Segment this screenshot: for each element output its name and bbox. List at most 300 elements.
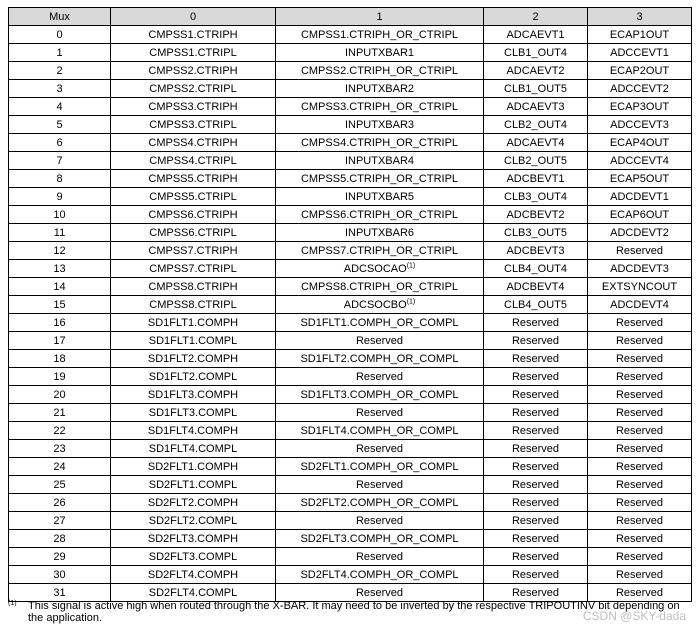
cell-text: Reserved (615, 442, 664, 455)
cell-text: Reserved (615, 370, 664, 383)
cell-text: SD1FLT1.COMPL (148, 334, 238, 347)
cell-text: Reserved (511, 478, 560, 491)
cell-col-1 (276, 314, 484, 332)
cell-col-3 (588, 242, 692, 260)
cell-col-2 (484, 422, 588, 440)
cell-col-1 (276, 224, 484, 242)
cell-mux (9, 98, 111, 116)
header-col-3: 3 (588, 8, 692, 26)
cell-col-3 (588, 494, 692, 512)
cell-text: INPUTXBAR4 (344, 154, 415, 167)
cell-text: Reserved (511, 424, 560, 437)
cell-col-2 (484, 440, 588, 458)
cell-mux (9, 350, 111, 368)
cell-col-1 (276, 512, 484, 530)
table-row (9, 314, 692, 332)
cell-col-3 (588, 170, 692, 188)
cell-text: CLB2_OUT4 (504, 118, 567, 131)
cell-text: SD2FLT2.COMPH (147, 496, 239, 509)
cell-text: ADCAEVT1 (506, 28, 565, 41)
cell-text: CMPSS5.CTRIPH (148, 172, 238, 185)
cell-col-3 (588, 530, 692, 548)
cell-text: 21 (53, 406, 66, 419)
cell-col-3 (588, 386, 692, 404)
cell-text: ADCSOCBO (343, 298, 407, 311)
table-row (9, 260, 692, 278)
table-row (9, 206, 692, 224)
table-row (9, 368, 692, 386)
cell-text: CLB3_OUT4 (504, 190, 567, 203)
cell-col-0 (111, 458, 276, 476)
cell-text: SD1FLT2.COMPH (147, 352, 239, 365)
cell-col-2 (484, 80, 588, 98)
cell-mux (9, 188, 111, 206)
table-row (9, 422, 692, 440)
cell-text: 26 (53, 496, 66, 509)
cell-text: ADCDEVT2 (610, 226, 669, 239)
cell-text: CMPSS3.CTRIPH (148, 100, 238, 113)
cell-text: CMPSS5.CTRIPH_OR_CTRIPL (300, 172, 459, 185)
cell-text: ECAP6OUT (609, 208, 670, 221)
cell-col-3 (588, 332, 692, 350)
cell-text: Reserved (615, 514, 664, 527)
cell-text: CMPSS7.CTRIPL (149, 262, 237, 275)
cell-text: INPUTXBAR1 (344, 46, 415, 59)
cell-mux (9, 422, 111, 440)
cell-text: EXTSYNCOUT (601, 280, 678, 293)
cell-col-2 (484, 26, 588, 44)
cell-text: Reserved (511, 550, 560, 563)
cell-text: Reserved (615, 460, 664, 473)
cell-text: SD2FLT3.COMPH (147, 532, 239, 545)
cell-mux (9, 62, 111, 80)
cell-text: INPUTXBAR2 (344, 82, 415, 95)
cell-col-3 (588, 278, 692, 296)
cell-col-0 (111, 332, 276, 350)
cell-text: ECAP1OUT (609, 28, 670, 41)
cell-col-2 (484, 404, 588, 422)
cell-col-0 (111, 80, 276, 98)
cell-text: Reserved (615, 496, 664, 509)
cell-col-0 (111, 566, 276, 584)
cell-mux (9, 368, 111, 386)
table-row (9, 350, 692, 368)
cell-text: Reserved (511, 532, 560, 545)
cell-col-1 (276, 422, 484, 440)
cell-col-3 (588, 584, 692, 602)
cell-text: CMPSS1.CTRIPL (149, 46, 237, 59)
cell-text: Reserved (511, 352, 560, 365)
cell-text: 14 (53, 280, 66, 293)
table-row (9, 224, 692, 242)
cell-col-1 (276, 188, 484, 206)
cell-col-0 (111, 314, 276, 332)
cell-text: 22 (53, 424, 66, 437)
cell-text: Reserved (511, 370, 560, 383)
cell-col-0 (111, 584, 276, 602)
cell-col-1 (276, 368, 484, 386)
cell-text: ADCCEVT2 (610, 82, 669, 95)
cell-col-2 (484, 242, 588, 260)
watermark: CSDN @SKY-dada (582, 609, 686, 623)
cell-col-0 (111, 242, 276, 260)
cell-col-2 (484, 350, 588, 368)
cell-col-0 (111, 224, 276, 242)
cell-col-0 (111, 530, 276, 548)
cell-text: 28 (53, 532, 66, 545)
cell-text: CMPSS3.CTRIPL (149, 118, 237, 131)
cell-col-1 (276, 584, 484, 602)
cell-text: 23 (53, 442, 66, 455)
footnote-ref: (1) (406, 297, 416, 305)
cell-col-2 (484, 332, 588, 350)
cell-col-3 (588, 116, 692, 134)
cell-text: CMPSS4.CTRIPH (148, 136, 238, 149)
cell-col-2 (484, 548, 588, 566)
cell-text: 16 (53, 316, 66, 329)
cell-col-0 (111, 26, 276, 44)
cell-col-1 (276, 44, 484, 62)
cell-text: ADCBEVT3 (506, 244, 565, 257)
cell-col-1 (276, 332, 484, 350)
table-row (9, 332, 692, 350)
cell-text: Reserved (355, 334, 404, 347)
cell-col-2 (484, 170, 588, 188)
cell-text: Reserved (615, 388, 664, 401)
cell-mux (9, 152, 111, 170)
cell-text: 0 (56, 28, 63, 41)
cell-text: Reserved (355, 370, 404, 383)
cell-col-1 (276, 350, 484, 368)
cell-col-1 (276, 404, 484, 422)
cell-text: Reserved (615, 532, 664, 545)
cell-text: SD2FLT1.COMPL (148, 478, 238, 491)
cell-col-1 (276, 62, 484, 80)
cell-mux (9, 170, 111, 188)
cell-text: ADCAEVT4 (506, 136, 565, 149)
cell-text: 25 (53, 478, 66, 491)
cell-text: SD2FLT2.COMPL (148, 514, 238, 527)
table-header-row (9, 8, 692, 26)
cell-text: Reserved (511, 460, 560, 473)
cell-text: CLB3_OUT5 (504, 226, 567, 239)
cell-text: Reserved (355, 406, 404, 419)
cell-text: CMPSS6.CTRIPH (148, 208, 238, 221)
table-row (9, 512, 692, 530)
cell-col-2 (484, 62, 588, 80)
cell-text: SD2FLT3.COMPL (148, 550, 238, 563)
cell-text: 15 (53, 298, 66, 311)
cell-text: ADCDEVT1 (610, 190, 669, 203)
cell-col-2 (484, 260, 588, 278)
cell-text: ADCDEVT4 (610, 298, 669, 311)
cell-col-1 (276, 134, 484, 152)
header-col-2: 2 (484, 8, 588, 26)
cell-col-3 (588, 80, 692, 98)
cell-col-0 (111, 62, 276, 80)
cell-text: CMPSS7.CTRIPH_OR_CTRIPL (300, 244, 459, 257)
cell-col-2 (484, 224, 588, 242)
cell-col-3 (588, 404, 692, 422)
cell-text: Reserved (511, 442, 560, 455)
cell-text: Reserved (511, 496, 560, 509)
cell-col-0 (111, 116, 276, 134)
cell-text: ADCBEVT4 (506, 280, 565, 293)
table-row (9, 476, 692, 494)
cell-text: CMPSS3.CTRIPH_OR_CTRIPL (300, 100, 459, 113)
cell-col-2 (484, 476, 588, 494)
cell-text: INPUTXBAR5 (344, 190, 415, 203)
table-row (9, 98, 692, 116)
cell-text: 11 (53, 226, 66, 239)
cell-col-0 (111, 206, 276, 224)
cell-col-1 (276, 260, 484, 278)
footnote-text: This signal is active high when routed through the X-BAR. It may need to be inverted by the respective TRIPOUTINV bit depending on the application. (28, 600, 680, 624)
cell-text: Reserved (511, 388, 560, 401)
cell-col-0 (111, 278, 276, 296)
cell-text: SD1FLT2.COMPH_OR_COMPL (300, 352, 459, 365)
cell-text: 5 (56, 118, 63, 131)
table-row (9, 134, 692, 152)
mux-table (8, 7, 692, 602)
cell-col-3 (588, 512, 692, 530)
cell-col-0 (111, 170, 276, 188)
cell-text: ECAP2OUT (609, 64, 670, 77)
cell-mux (9, 278, 111, 296)
cell-col-0 (111, 404, 276, 422)
cell-col-0 (111, 98, 276, 116)
cell-col-3 (588, 314, 692, 332)
cell-col-2 (484, 152, 588, 170)
table-row (9, 44, 692, 62)
cell-mux (9, 332, 111, 350)
cell-text: INPUTXBAR3 (344, 118, 415, 131)
cell-col-3 (588, 134, 692, 152)
cell-text: CMPSS4.CTRIPL (149, 154, 237, 167)
cell-col-3 (588, 350, 692, 368)
cell-col-1 (276, 152, 484, 170)
cell-text: CMPSS5.CTRIPL (149, 190, 237, 203)
cell-text: ADCAEVT3 (506, 100, 565, 113)
cell-mux (9, 458, 111, 476)
cell-col-1 (276, 458, 484, 476)
cell-col-2 (484, 458, 588, 476)
table-row (9, 26, 692, 44)
cell-text: SD2FLT2.COMPH_OR_COMPL (300, 496, 459, 509)
cell-col-2 (484, 278, 588, 296)
cell-mux (9, 314, 111, 332)
cell-text: Reserved (355, 514, 404, 527)
cell-mux (9, 440, 111, 458)
table-row (9, 116, 692, 134)
cell-col-3 (588, 98, 692, 116)
table-row (9, 278, 692, 296)
cell-col-3 (588, 440, 692, 458)
cell-text: SD1FLT4.COMPL (148, 442, 238, 455)
cell-col-1 (276, 98, 484, 116)
cell-col-3 (588, 206, 692, 224)
cell-text: 13 (53, 262, 66, 275)
cell-col-0 (111, 188, 276, 206)
cell-text: SD1FLT4.COMPH_OR_COMPL (300, 424, 459, 437)
table-row (9, 530, 692, 548)
cell-text: Reserved (511, 334, 560, 347)
cell-text: Reserved (615, 352, 664, 365)
cell-col-0 (111, 368, 276, 386)
cell-col-0 (111, 296, 276, 314)
cell-col-3 (588, 260, 692, 278)
cell-col-0 (111, 494, 276, 512)
cell-text: 19 (53, 370, 66, 383)
cell-col-2 (484, 530, 588, 548)
cell-text: ADCAEVT2 (506, 64, 565, 77)
cell-col-3 (588, 566, 692, 584)
cell-col-2 (484, 134, 588, 152)
table-row (9, 548, 692, 566)
cell-col-1 (276, 566, 484, 584)
header-mux: Mux (9, 8, 111, 26)
table-row (9, 80, 692, 98)
cell-text: Reserved (615, 568, 664, 581)
cell-text: CMPSS8.CTRIPH (148, 280, 238, 293)
cell-text: CLB2_OUT5 (504, 154, 567, 167)
cell-col-1 (276, 26, 484, 44)
cell-text: CMPSS2.CTRIPH (148, 64, 238, 77)
cell-col-2 (484, 494, 588, 512)
cell-text: Reserved (615, 406, 664, 419)
cell-mux (9, 566, 111, 584)
cell-col-3 (588, 458, 692, 476)
table-row (9, 584, 692, 602)
cell-text: Reserved (511, 568, 560, 581)
cell-text: CMPSS8.CTRIPL (149, 298, 237, 311)
table-body (9, 26, 692, 602)
cell-text: CMPSS6.CTRIPL (149, 226, 237, 239)
cell-text: SD1FLT1.COMPH (147, 316, 239, 329)
cell-col-3 (588, 368, 692, 386)
cell-col-0 (111, 548, 276, 566)
table-row (9, 440, 692, 458)
cell-text: Reserved (615, 316, 664, 329)
cell-col-0 (111, 350, 276, 368)
cell-text: SD1FLT2.COMPL (148, 370, 238, 383)
cell-col-0 (111, 134, 276, 152)
cell-text: Reserved (511, 514, 560, 527)
cell-text: 3 (56, 82, 63, 95)
cell-text: ADCBEVT2 (506, 208, 565, 221)
cell-mux (9, 260, 111, 278)
cell-text: 17 (53, 334, 66, 347)
cell-text: SD2FLT4.COMPH_OR_COMPL (300, 568, 459, 581)
cell-col-2 (484, 44, 588, 62)
cell-text: CLB1_OUT5 (504, 82, 567, 95)
cell-text: 9 (56, 190, 63, 203)
cell-text: Reserved (511, 406, 560, 419)
cell-mux (9, 494, 111, 512)
cell-mux (9, 584, 111, 602)
table-row (9, 242, 692, 260)
cell-text: SD2FLT4.COMPH (147, 568, 239, 581)
cell-text: CMPSS7.CTRIPH (148, 244, 238, 257)
cell-text: Reserved (615, 244, 664, 257)
cell-mux (9, 134, 111, 152)
table-row (9, 152, 692, 170)
cell-col-3 (588, 26, 692, 44)
cell-col-1 (276, 116, 484, 134)
cell-col-2 (484, 116, 588, 134)
cell-text: ECAP3OUT (609, 100, 670, 113)
cell-col-2 (484, 98, 588, 116)
mux-table-container (8, 7, 692, 602)
cell-col-3 (588, 548, 692, 566)
cell-col-2 (484, 368, 588, 386)
cell-text: SD1FLT4.COMPH (147, 424, 239, 437)
table-row (9, 404, 692, 422)
table-row (9, 566, 692, 584)
cell-mux (9, 80, 111, 98)
cell-col-0 (111, 512, 276, 530)
table-row (9, 62, 692, 80)
cell-text: CMPSS1.CTRIPH (148, 28, 238, 41)
cell-col-1 (276, 206, 484, 224)
header-col-1: 1 (276, 8, 484, 26)
cell-text: 10 (53, 208, 66, 221)
cell-mux (9, 404, 111, 422)
footnote-marker: (1) (8, 600, 17, 607)
cell-text: 20 (53, 388, 66, 401)
table-row (9, 494, 692, 512)
cell-col-3 (588, 296, 692, 314)
cell-text: SD1FLT3.COMPH (147, 388, 239, 401)
cell-text: Reserved (355, 586, 404, 599)
cell-text: 6 (56, 136, 63, 149)
cell-mux (9, 512, 111, 530)
cell-col-3 (588, 188, 692, 206)
cell-text: CMPSS2.CTRIPH_OR_CTRIPL (300, 64, 459, 77)
cell-col-2 (484, 188, 588, 206)
cell-text: Reserved (355, 478, 404, 491)
cell-text: CMPSS1.CTRIPH_OR_CTRIPL (300, 28, 459, 41)
cell-text: CMPSS4.CTRIPH_OR_CTRIPL (300, 136, 459, 149)
cell-text: ECAP5OUT (609, 172, 670, 185)
cell-text: 7 (56, 154, 63, 167)
cell-mux (9, 206, 111, 224)
table-row (9, 296, 692, 314)
cell-text: Reserved (615, 550, 664, 563)
cell-mux (9, 548, 111, 566)
cell-col-3 (588, 44, 692, 62)
cell-mux (9, 224, 111, 242)
cell-col-0 (111, 44, 276, 62)
cell-text: SD2FLT1.COMPH (147, 460, 239, 473)
cell-col-0 (111, 422, 276, 440)
cell-text: ADCDEVT3 (610, 262, 669, 275)
cell-text: 24 (53, 460, 66, 473)
cell-text: 2 (56, 64, 63, 77)
cell-text: ADCCEVT1 (610, 46, 669, 59)
cell-text: CLB4_OUT5 (504, 298, 567, 311)
cell-text: Reserved (355, 442, 404, 455)
cell-col-1 (276, 476, 484, 494)
cell-col-3 (588, 224, 692, 242)
cell-text: ECAP4OUT (609, 136, 670, 149)
cell-text: Reserved (615, 424, 664, 437)
cell-col-0 (111, 440, 276, 458)
cell-text: ADCCEVT3 (610, 118, 669, 131)
cell-text: SD2FLT1.COMPH_OR_COMPL (300, 460, 459, 473)
cell-col-1 (276, 548, 484, 566)
cell-text: 31 (53, 586, 66, 599)
